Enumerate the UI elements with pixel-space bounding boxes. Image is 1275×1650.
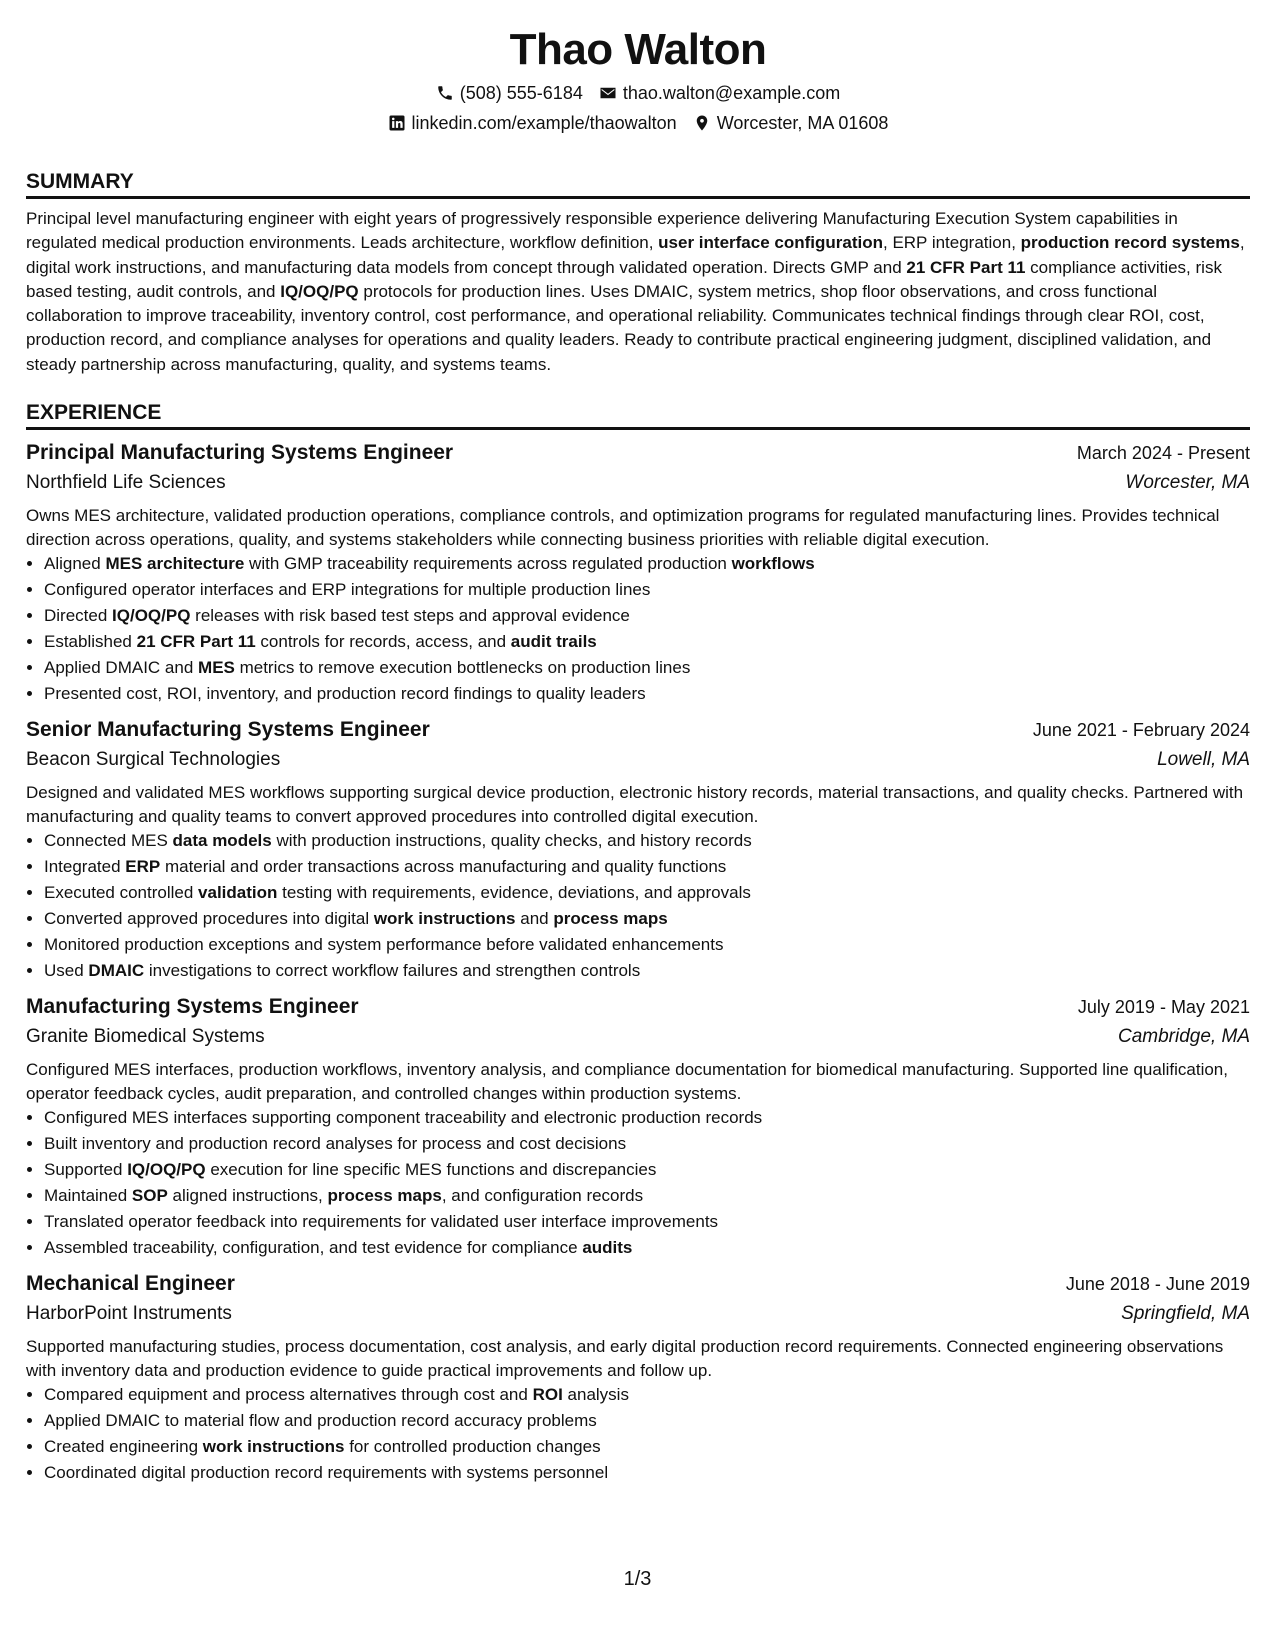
bullet-segment-text: and <box>515 909 554 929</box>
company-name: Beacon Surgical Technologies <box>26 749 281 771</box>
bullet-item <box>44 1157 1250 1183</box>
bullet-segment-text: , and configuration records <box>441 1186 644 1206</box>
bullet-item <box>44 1460 1250 1486</box>
summary-segment-bold: user interface configuration <box>658 233 883 253</box>
candidate-name: Thao Walton <box>509 25 767 74</box>
job-dates: July 2019 - May 2021 <box>1077 997 1250 1018</box>
summary-segment-bold: 21 CFR Part 11 <box>906 257 1026 277</box>
bullet-segment-bold: audit trails <box>510 632 597 652</box>
bullet-segment-text: with production instructions, quality checks, and history records <box>271 831 752 851</box>
bullet-segment-bold: process maps <box>327 1186 442 1206</box>
bullet-item <box>44 1235 1250 1261</box>
job-entry <box>26 715 1250 984</box>
job-dates: June 2021 - February 2024 <box>1032 720 1250 741</box>
bullet-segment-text: material and order transactions across manufacturing and quality functions <box>160 857 727 877</box>
bullet-item <box>44 880 1250 906</box>
linkedin-icon <box>388 114 406 132</box>
bullet-segment-bold: MES architecture <box>105 554 245 574</box>
bullet-segment-text: Connected MES <box>44 831 173 851</box>
bullet-segment-text: analysis <box>562 1385 629 1405</box>
bullet-segment-text: Established <box>44 632 137 652</box>
bullet-segment-text: for controlled production changes <box>344 1437 601 1457</box>
bullet-segment-bold: data models <box>172 831 272 851</box>
bullet-segment-bold: process maps <box>553 909 668 929</box>
bullet-segment-text: Aligned <box>44 554 106 574</box>
job-title: Mechanical Engineer <box>26 1272 235 1296</box>
bullet-segment-text: aligned instructions, <box>167 1186 328 1206</box>
phone-icon <box>436 84 454 102</box>
bullet-segment-text: Translated operator feedback into requirements for validated user interface improvements <box>44 1212 719 1232</box>
job-header <box>26 715 1250 745</box>
bullet-segment-text: Applied DMAIC to material flow and production record accuracy problems <box>44 1411 597 1431</box>
location-contact <box>693 108 889 138</box>
job-bullets <box>26 551 1250 707</box>
job-subheader <box>26 745 1250 775</box>
company-name: Granite Biomedical Systems <box>26 1026 265 1048</box>
bullet-item <box>44 1183 1250 1209</box>
page-number: 1/3 <box>623 1568 652 1590</box>
job-subheader <box>26 1022 1250 1052</box>
bullet-segment-bold: ROI <box>532 1385 563 1405</box>
bullet-segment-text: metrics to remove execution bottlenecks on production lines <box>234 658 691 678</box>
bullet-item <box>44 577 1250 603</box>
bullet-item <box>44 854 1250 880</box>
job-location: Springfield, MA <box>1121 1303 1250 1325</box>
email-text[interactable]: thao.walton@example.com <box>622 83 841 103</box>
bullet-segment-text: Supported <box>44 1160 128 1180</box>
bullet-segment-bold: IQ/OQ/PQ <box>127 1160 206 1180</box>
bullet-segment-text: Maintained <box>44 1186 132 1206</box>
map-pin-icon <box>693 114 711 132</box>
envelope-icon <box>599 84 617 102</box>
summary-segment-text: , digital work instructions, and manufacturing data models from concept through validated operation. Directs GMP and <box>26 233 1245 277</box>
bullet-segment-bold: workflows <box>731 554 815 574</box>
job-title: Manufacturing Systems Engineer <box>26 995 359 1019</box>
contact-row-1 <box>26 78 1250 108</box>
bullet-item <box>44 1105 1250 1131</box>
summary-divider <box>26 196 1250 199</box>
job-description: Owns MES architecture, validated production operations, compliance controls, and optimization programs for regulated manufacturing lines. Provides technical direction across operations, quality, and systems stakeholders while connecting business priorities with reliable digital execution. <box>26 506 1220 549</box>
job-location: Lowell, MA <box>1157 749 1250 771</box>
job-location: Worcester, MA <box>1125 472 1250 494</box>
bullet-segment-text: execution for line specific MES functions and discrepancies <box>205 1160 657 1180</box>
summary-text <box>26 207 1250 377</box>
bullet-segment-text: Converted approved procedures into digital <box>44 909 374 929</box>
contact-row-2 <box>26 108 1250 138</box>
bullet-segment-bold: validation <box>198 883 278 903</box>
bullet-segment-text: Built inventory and production record analyses for process and cost decisions <box>44 1134 627 1154</box>
bullet-segment-bold: work instructions <box>373 909 516 929</box>
bullet-segment-bold: MES <box>198 658 235 678</box>
experience-heading: EXPERIENCE <box>26 401 162 425</box>
job-bullets <box>26 1382 1250 1486</box>
bullet-item <box>44 1209 1250 1235</box>
bullet-segment-text: controls for records, access, and <box>255 632 511 652</box>
job-description: Supported manufacturing studies, process documentation, cost analysis, and early digital production record requirements. Connected engineering observations with inventory data and production evidence to guide practical improvements and follow up. <box>26 1337 1224 1380</box>
bullet-segment-bold: 21 CFR Part 11 <box>136 632 256 652</box>
bullet-segment-text: Used <box>44 961 89 981</box>
summary-segment-text: , ERP integration, <box>883 233 1021 253</box>
bullet-item <box>44 551 1250 577</box>
bullet-segment-text: investigations to correct workflow failures and strengthen controls <box>144 961 641 981</box>
job-description: Configured MES interfaces, production workflows, inventory analysis, and compliance documentation for biomedical manufacturing. Supported line qualification, operator feedback cycles, audit preparation, and controlled changes within production systems. <box>26 1060 1228 1103</box>
job-subheader <box>26 1299 1250 1329</box>
bullet-item <box>44 1434 1250 1460</box>
job-title: Senior Manufacturing Systems Engineer <box>26 718 430 742</box>
bullet-segment-bold: IQ/OQ/PQ <box>112 606 191 626</box>
experience-list <box>26 438 1250 1486</box>
phone-text: (508) 555-6184 <box>459 83 583 103</box>
bullet-segment-text: Configured MES interfaces supporting component traceability and electronic production records <box>44 1108 763 1128</box>
job-header <box>26 992 1250 1022</box>
job-subheader <box>26 468 1250 498</box>
phone-contact <box>436 78 583 108</box>
bullet-segment-text: Compared equipment and process alternatives through cost and <box>44 1385 533 1405</box>
job-entry <box>26 438 1250 707</box>
job-entry <box>26 992 1250 1261</box>
bullet-segment-text: Assembled traceability, configuration, and test evidence for compliance <box>44 1238 583 1258</box>
bullet-segment-bold: SOP <box>131 1186 168 1206</box>
bullet-segment-text: Directed <box>44 606 113 626</box>
bullet-segment-text: Created engineering <box>44 1437 203 1457</box>
bullet-segment-text: testing with requirements, evidence, deviations, and approvals <box>277 883 751 903</box>
bullet-item <box>44 603 1250 629</box>
bullet-segment-text: Executed controlled <box>44 883 199 903</box>
email-contact[interactable] <box>599 78 840 108</box>
bullet-item <box>44 1131 1250 1157</box>
summary-segment-bold: IQ/OQ/PQ <box>280 281 359 301</box>
bullet-segment-text: Configured operator interfaces and ERP integrations for multiple production lines <box>44 580 651 600</box>
linkedin-text[interactable]: linkedin.com/example/thaowalton <box>411 113 677 133</box>
job-header <box>26 1269 1250 1299</box>
bullet-segment-text: Integrated <box>44 857 126 877</box>
bullet-item <box>44 1408 1250 1434</box>
bullet-item <box>44 681 1250 707</box>
bullet-segment-text: Monitored production exceptions and system performance before validated enhancements <box>44 935 724 955</box>
bullet-segment-text: Coordinated digital production record requirements with systems personnel <box>44 1463 609 1483</box>
job-bullets <box>26 828 1250 984</box>
bullet-segment-text: Presented cost, ROI, inventory, and production record findings to quality leaders <box>44 684 646 704</box>
bullet-segment-text: Applied DMAIC and <box>44 658 199 678</box>
bullet-segment-text: releases with risk based test steps and approval evidence <box>190 606 630 626</box>
experience-divider <box>26 427 1250 430</box>
summary-segment-bold: production record systems <box>1020 233 1240 253</box>
job-header <box>26 438 1250 468</box>
bullet-segment-text: with GMP traceability requirements across regulated production <box>244 554 732 574</box>
bullet-segment-bold: DMAIC <box>88 961 145 981</box>
company-name: Northfield Life Sciences <box>26 472 226 494</box>
bullet-item <box>44 629 1250 655</box>
company-name: HarborPoint Instruments <box>26 1303 232 1325</box>
summary-segment-text: protocols for production lines. Uses DMAIC, system metrics, shop floor observations, and cross functional collaboration to improve traceability, inventory control, cost performance, and operational reliability. Communicates technical findings through clear ROI, cost, production record, and compliance analyses for operations and quality leaders. Ready to contribute practical engineering judgment, disciplined validation, and steady partnership across manufacturing, quality, and systems teams. <box>26 281 1212 374</box>
summary-segment-text: compliance activities, risk based testing, audit controls, and <box>26 257 1222 301</box>
job-title: Principal Manufacturing Systems Engineer <box>26 441 454 465</box>
bullet-item <box>44 655 1250 681</box>
location-text: Worcester, MA 01608 <box>716 113 889 133</box>
linkedin-contact[interactable] <box>388 108 677 138</box>
job-location: Cambridge, MA <box>1118 1026 1250 1048</box>
job-dates: June 2018 - June 2019 <box>1065 1274 1250 1295</box>
bullet-item <box>44 932 1250 958</box>
bullet-item <box>44 958 1250 984</box>
job-dates: March 2024 - Present <box>1076 443 1250 464</box>
job-bullets <box>26 1105 1250 1261</box>
bullet-segment-bold: audits <box>582 1238 633 1258</box>
summary-heading: SUMMARY <box>26 170 134 193</box>
job-entry <box>26 1269 1250 1486</box>
resume-page <box>26 0 1250 1486</box>
bullet-item <box>44 906 1250 932</box>
summary-segment-text: Principal level manufacturing engineer with eight years of progressively responsible experience delivering Manufacturing Execution System capabilities in regulated medical production environments. Leads architecture, workflow definition, <box>26 209 1178 253</box>
bullet-segment-bold: ERP <box>125 857 161 877</box>
job-description: Designed and validated MES workflows supporting surgical device production, electronic history records, material transactions, and quality checks. Partnered with manufacturing and quality teams to convert approved procedures into controlled digital execution. <box>26 783 1244 826</box>
bullet-item <box>44 828 1250 854</box>
bullet-item <box>44 1382 1250 1408</box>
bullet-segment-bold: work instructions <box>202 1437 345 1457</box>
